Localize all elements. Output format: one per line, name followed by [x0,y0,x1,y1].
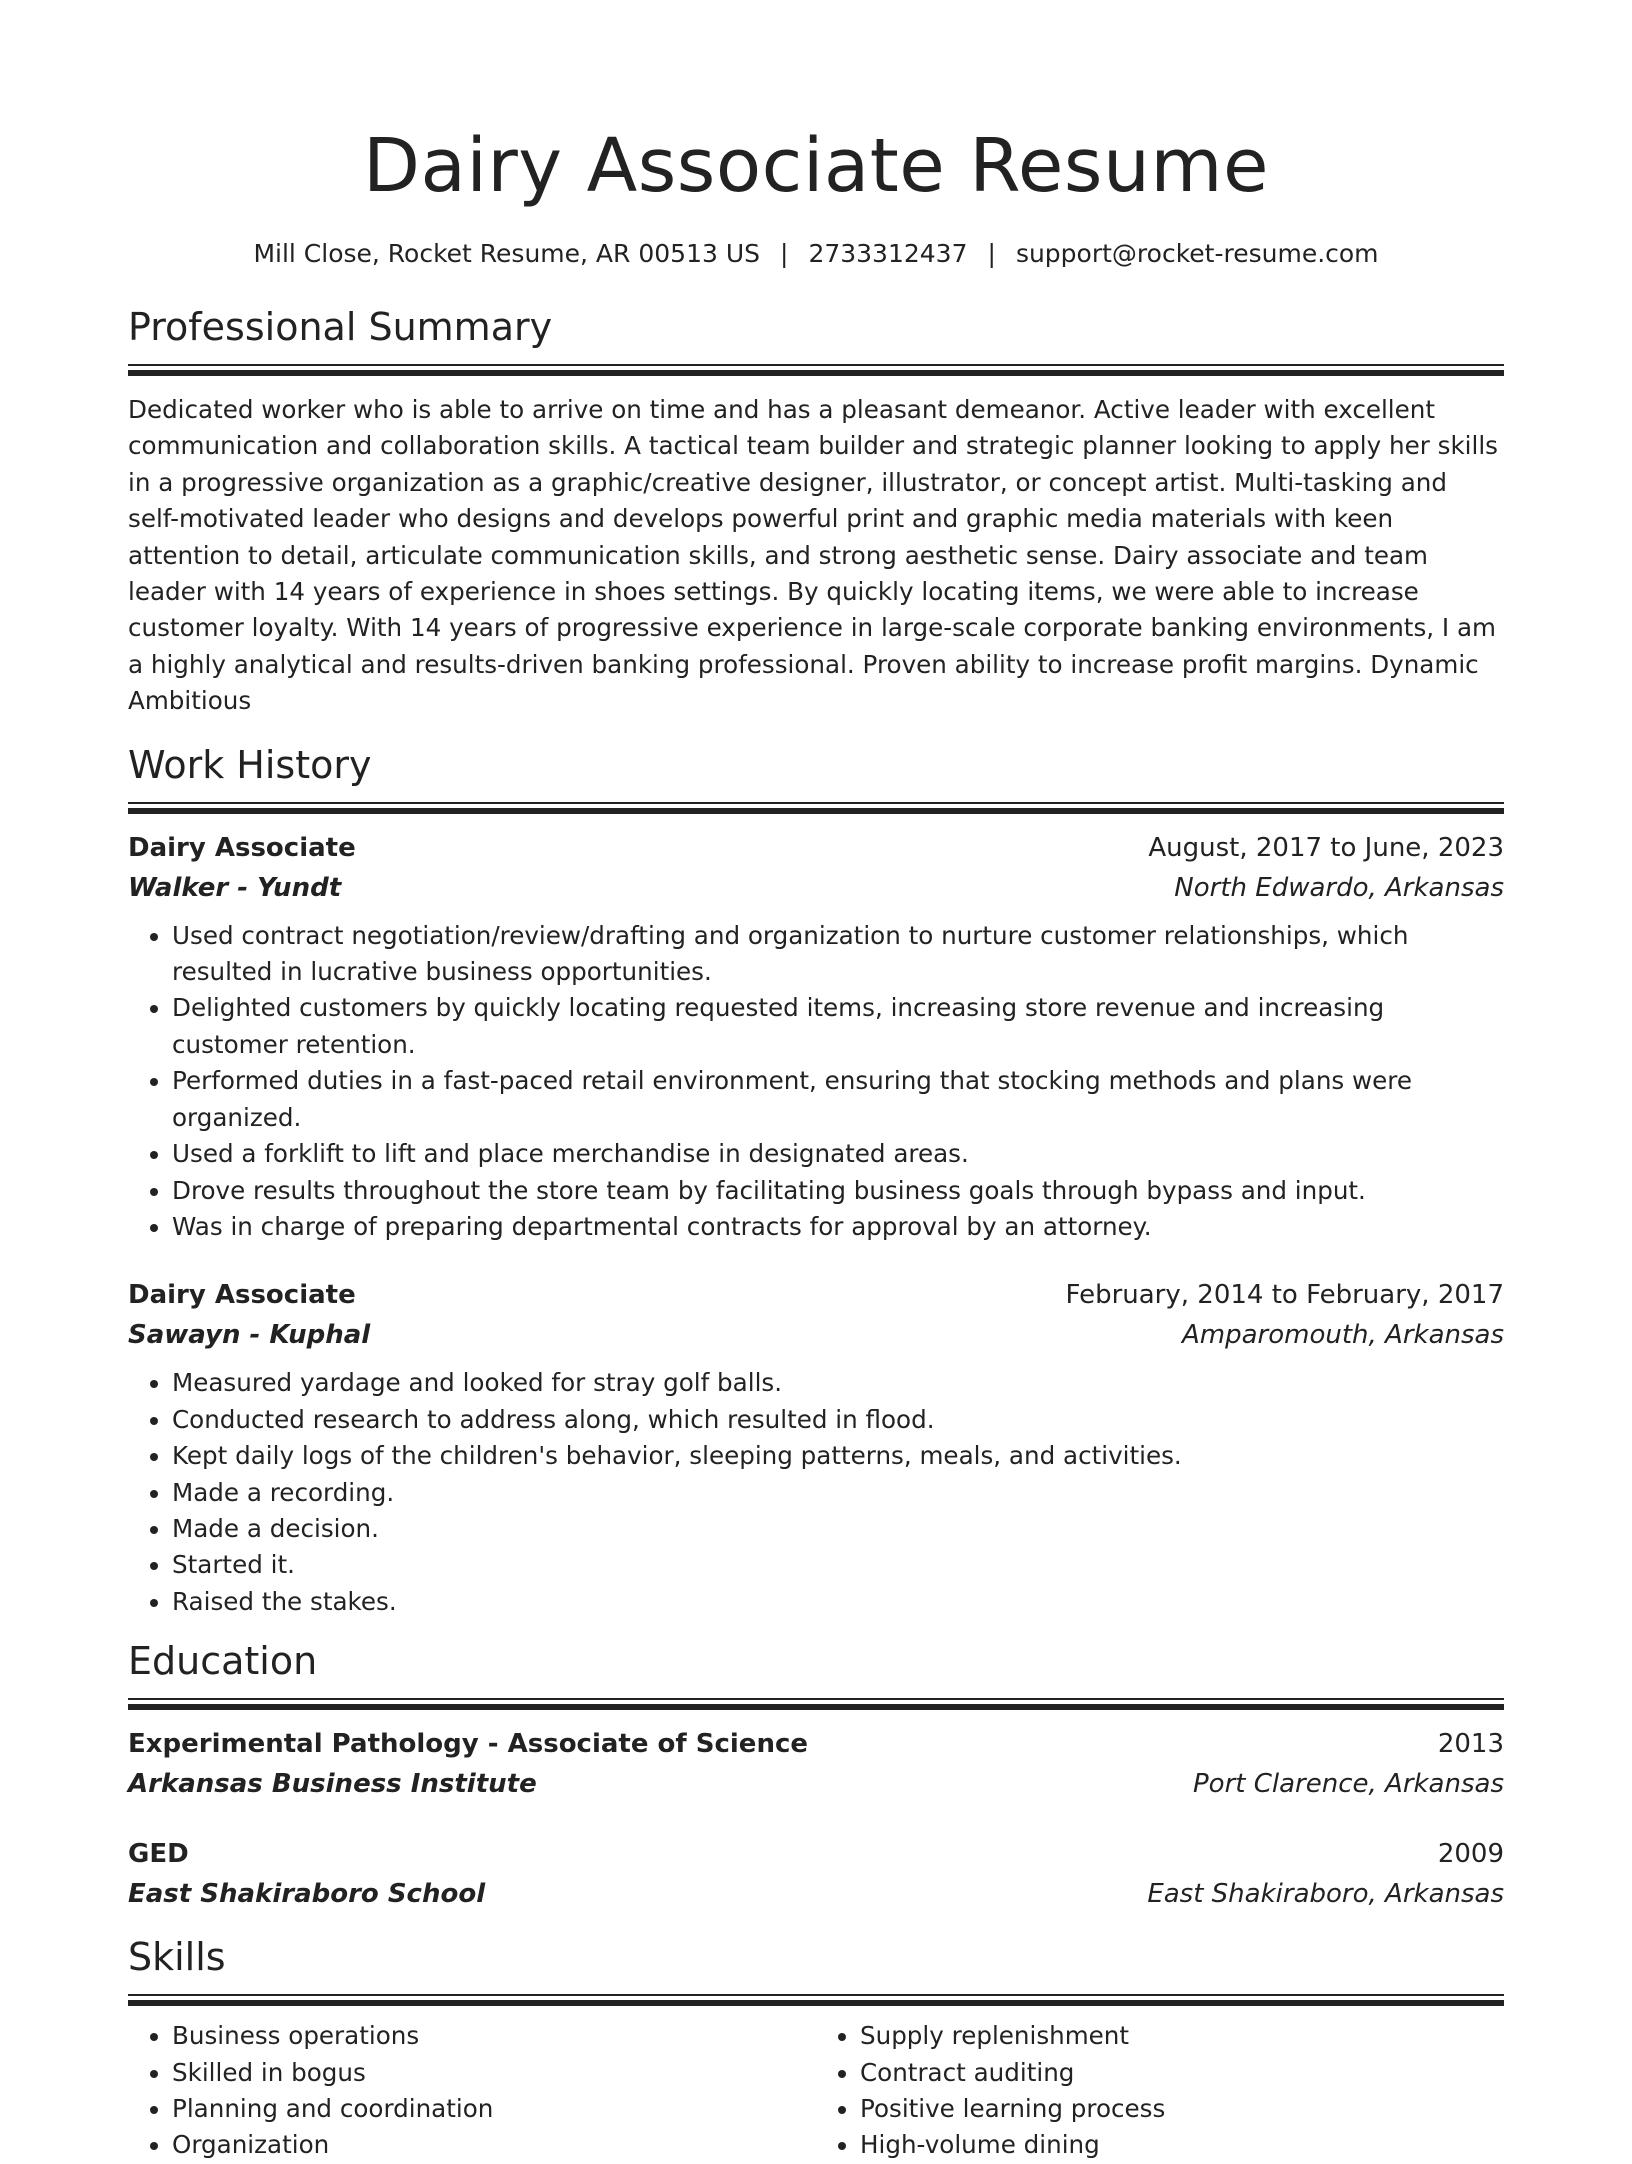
contact-phone: 2733312437 [808,239,968,268]
skills-list-left [128,2018,816,2164]
job-bullet: • Kept daily logs of the children's behavior, sleeping patterns, meals, and activities. [172,1438,1504,1474]
job-company: Walker - Yundt [128,872,342,903]
skills-list-right [816,2018,1504,2164]
job-bullet: • Drove results throughout the store team by facilitating business goals through bypass and input. [172,1173,1504,1209]
job-bullet: • Started it. [172,1547,1504,1583]
education-degree: GED [128,1839,189,1870]
skill-item: • Positive learning process [860,2091,1504,2127]
education-school: Arkansas Business Institute [128,1769,537,1800]
skill-item: • Organization [172,2127,816,2163]
skill-item: • Skilled in bogus [172,2055,816,2091]
job-bullet: • Made a decision. [172,1511,1504,1547]
education-school: East Shakiraboro School [128,1879,486,1910]
summary-section [128,302,1504,720]
contact-separator: | [780,239,789,268]
job-bullet: • Used contract negotiation/review/drafting and organization to nurture customer relationships, which resulted in lucrative business opportunities. [172,918,1504,991]
education-location: Port Clarence, Arkansas [1193,1769,1504,1800]
job-dates: August, 2017 to June, 2023 [1148,832,1504,863]
job-location: North Edwardo, Arkansas [1174,872,1504,903]
job-entry [128,1275,1504,1620]
job-bullet: • Delighted customers by quickly locating requested items, increasing store revenue and increasing customer retention. [172,990,1504,1063]
education-degree: Experimental Pathology - Associate of Science [128,1729,808,1760]
skills-section [128,1932,1504,2164]
resume-title: Dairy Associate Resume [363,123,1269,209]
section-heading-education: Education [128,1639,318,1684]
job-company: Sawayn - Kuphal [128,1320,371,1351]
contact-line [128,236,1504,272]
job-dates: February, 2014 to February, 2017 [1065,1280,1504,1311]
job-bullet: • Conducted research to address along, which resulted in flood. [172,1402,1504,1438]
education-section [128,1636,1504,1914]
job-bullet: • Made a recording. [172,1475,1504,1511]
contact-email: support@rocket-resume.com [1015,239,1379,268]
work-section [128,740,1504,1621]
job-bullets [128,918,1504,1246]
education-entry [128,1724,1504,1804]
skill-item: • High-volume dining [860,2127,1504,2163]
skills-columns [128,2018,1504,2164]
job-bullet: • Performed duties in a fast-paced retail environment, ensuring that stocking methods and plans were organized. [172,1063,1504,1136]
skill-item: • Supply replenishment [860,2018,1504,2054]
section-divider [128,802,1504,814]
section-heading-summary: Professional Summary [128,305,553,349]
section-divider [128,1698,1504,1710]
summary-text: Dedicated worker who is able to arrive on time and has a pleasant demeanor. Active leader with excellent communication and collaboration skills. A tactical team builder and strategic planner looking to apply her skills in a progressive organization as a graphic/creative designer, illustrator, or concept artist. Multi-tasking and self-motivated leader who designs and develops powerful print and graphic media materials with keen attention to detail, articulate communication skills, and strong aesthetic sense. Dairy associate and team leader with 14 years of experience in shoes settings. By quickly locating items, we were able to increase customer loyalty. With 14 years of progressive experience in large-scale corporate banking environments, I am a highly analytical and results-driven banking professional. Proven ability to increase profit margins. Dynamic Ambitious [128,395,1498,716]
job-bullet: • Measured yardage and looked for stray golf balls. [172,1365,1504,1401]
job-bullet: • Raised the stakes. [172,1584,1504,1620]
skill-item: • Business operations [172,2018,816,2054]
section-divider [128,1994,1504,2006]
job-bullet: • Was in charge of preparing departmental contracts for approval by an attorney. [172,1209,1504,1245]
contact-separator: | [987,239,996,268]
section-heading-skills: Skills [128,1935,226,1980]
education-entry [128,1834,1504,1914]
job-location: Amparomouth, Arkansas [1181,1320,1504,1351]
section-heading-work: Work History [128,742,372,787]
skill-item: • Contract auditing [860,2055,1504,2091]
education-year: 2009 [1437,1839,1504,1870]
job-title: Dairy Associate [128,1280,356,1311]
job-title: Dairy Associate [128,832,356,863]
job-bullets [128,1365,1504,1620]
job-entry [128,828,1504,1246]
job-bullet: • Used a forklift to lift and place merchandise in designated areas. [172,1136,1504,1172]
education-year: 2013 [1437,1729,1504,1760]
section-divider [128,364,1504,376]
skill-item: • Planning and coordination [172,2091,816,2127]
education-location: East Shakiraboro, Arkansas [1147,1879,1504,1910]
contact-address: Mill Close, Rocket Resume, AR 00513 US [253,239,760,268]
